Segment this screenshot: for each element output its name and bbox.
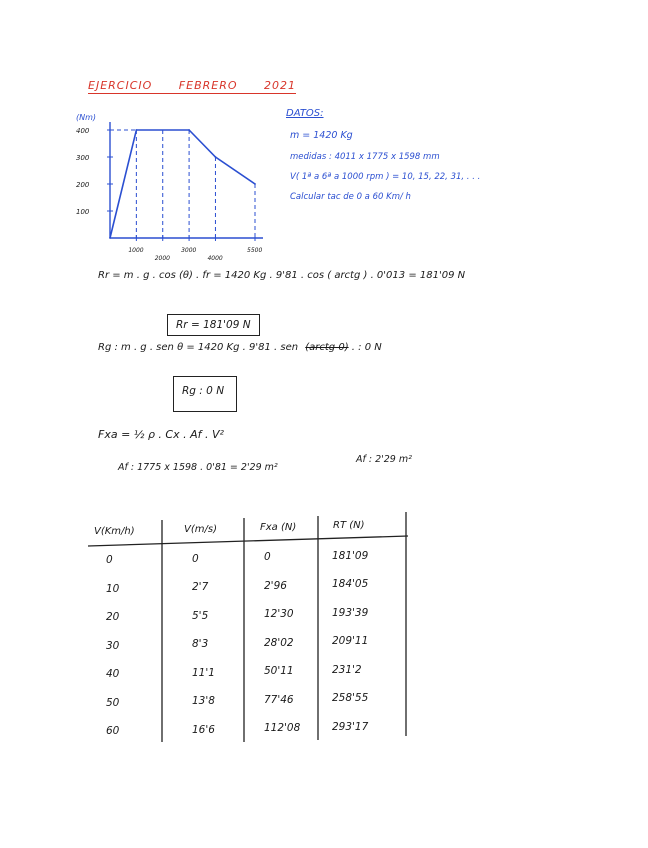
- chart-y-tick-label: 400: [76, 127, 90, 135]
- torque-curve: [110, 130, 255, 238]
- title-part-2: FEBRERO: [178, 79, 238, 92]
- table-header-cell: V(m/s): [184, 524, 217, 535]
- results-table: [88, 512, 418, 744]
- table-cell: 12'30: [264, 608, 294, 620]
- table-cell: 258'55: [332, 692, 369, 704]
- chart-y-tick-label: 200: [76, 181, 90, 189]
- table-cell: 193'39: [332, 606, 369, 619]
- datos-line-dimensions: medidas : 4011 x 1775 x 1598 mm: [290, 152, 440, 162]
- table-cell: 181'09: [332, 549, 369, 562]
- table-cell: 13'8: [192, 695, 215, 707]
- table-grid-lines: [88, 512, 418, 744]
- chart-x-tick-label: 2000: [154, 255, 171, 262]
- table-cell: 50: [106, 696, 120, 709]
- chart-ticks: [76, 127, 262, 262]
- table-cell: 30: [106, 639, 120, 652]
- aero-drag-equation: Fxa = ½ ρ . Cx . Af . V²: [98, 428, 224, 441]
- chart-x-tick-label: 4000: [207, 255, 223, 262]
- chart-axes: [110, 122, 263, 238]
- table-cell: 2'96: [264, 579, 287, 592]
- page-title: [88, 79, 296, 94]
- table-cell: 8'3: [192, 638, 209, 650]
- table-cell: 20: [106, 611, 120, 623]
- table-header-cell: Fxa (N): [260, 522, 297, 533]
- table-cell: 77'46: [264, 693, 294, 706]
- table-cell: 10: [106, 582, 120, 595]
- grade-resistance-result: Rg : 0 N: [173, 376, 237, 412]
- table-cell: 0: [106, 554, 113, 566]
- table-cell: 40: [106, 668, 120, 680]
- datos-line-task: Calcular tac de 0 a 60 Km/ h: [290, 192, 411, 202]
- torque-point: [135, 129, 137, 131]
- chart-series: [109, 129, 256, 239]
- torque-point: [215, 156, 217, 158]
- chart-x-tick-label: 5500: [247, 247, 263, 254]
- grade-resistance-tail: . : 0 N: [351, 342, 382, 353]
- grade-resistance-equation: [98, 342, 382, 353]
- table-cell: 50'11: [264, 665, 294, 677]
- table-cell: 209'11: [332, 635, 369, 647]
- chart-x-tick-label: 1000: [128, 247, 144, 254]
- chart-ylabel: (Nm): [76, 113, 97, 122]
- grade-resistance-crossed: (arctg 0): [305, 342, 349, 353]
- table-cell: 2'7: [192, 581, 209, 593]
- table-cell: 11'1: [192, 666, 215, 679]
- torque-point: [188, 129, 190, 131]
- chart-x-tick-label: 3000: [181, 247, 197, 254]
- table-cell: 293'17: [332, 720, 369, 733]
- table-cell: 5'5: [192, 609, 209, 622]
- torque-point: [254, 183, 256, 185]
- title-part-1: EJERCICIO: [88, 79, 153, 92]
- table-header-cell: RT (N): [333, 520, 365, 531]
- title-part-3: 2021: [264, 79, 297, 92]
- datos-heading: DATOS:: [286, 108, 324, 119]
- table-cell: 231'2: [332, 663, 362, 676]
- chart-y-tick-label: 100: [76, 208, 90, 216]
- table-cell: 16'6: [192, 723, 215, 736]
- frontal-area-equation: Af : 1775 x 1598 . 0'81 = 2'29 m²: [118, 462, 278, 473]
- frontal-area-result: Af : 2'29 m²: [356, 454, 412, 465]
- table-cell: 0: [264, 551, 271, 563]
- table-cell: 60: [106, 725, 120, 737]
- torque-chart: [70, 108, 270, 268]
- chart-y-tick-label: 300: [76, 154, 90, 162]
- table-header-cell: V(Km/h): [94, 526, 135, 537]
- torque-point: [109, 237, 111, 239]
- table-header-divider: [88, 536, 408, 546]
- table-cell: 112'08: [264, 722, 301, 734]
- datos-line-speeds: V( 1ª a 6ª a 1000 rpm ) = 10, 15, 22, 31, . . .: [290, 172, 481, 182]
- table-cell: 0: [192, 552, 199, 565]
- table-cell: 184'05: [332, 578, 369, 590]
- datos-line-mass: m = 1420 Kg: [290, 130, 353, 141]
- rolling-resistance-result: Rr = 181'09 N: [167, 314, 260, 336]
- table-cell: 28'02: [264, 636, 294, 649]
- grade-resistance-main: Rg : m . g . sen θ = 1420 Kg . 9'81 . sen: [98, 342, 299, 353]
- rolling-resistance-equation: Rr = m . g . cos (θ) . fr = 1420 Kg . 9'81 . cos ( arctg ) . 0'013 = 181'09 N: [98, 270, 466, 281]
